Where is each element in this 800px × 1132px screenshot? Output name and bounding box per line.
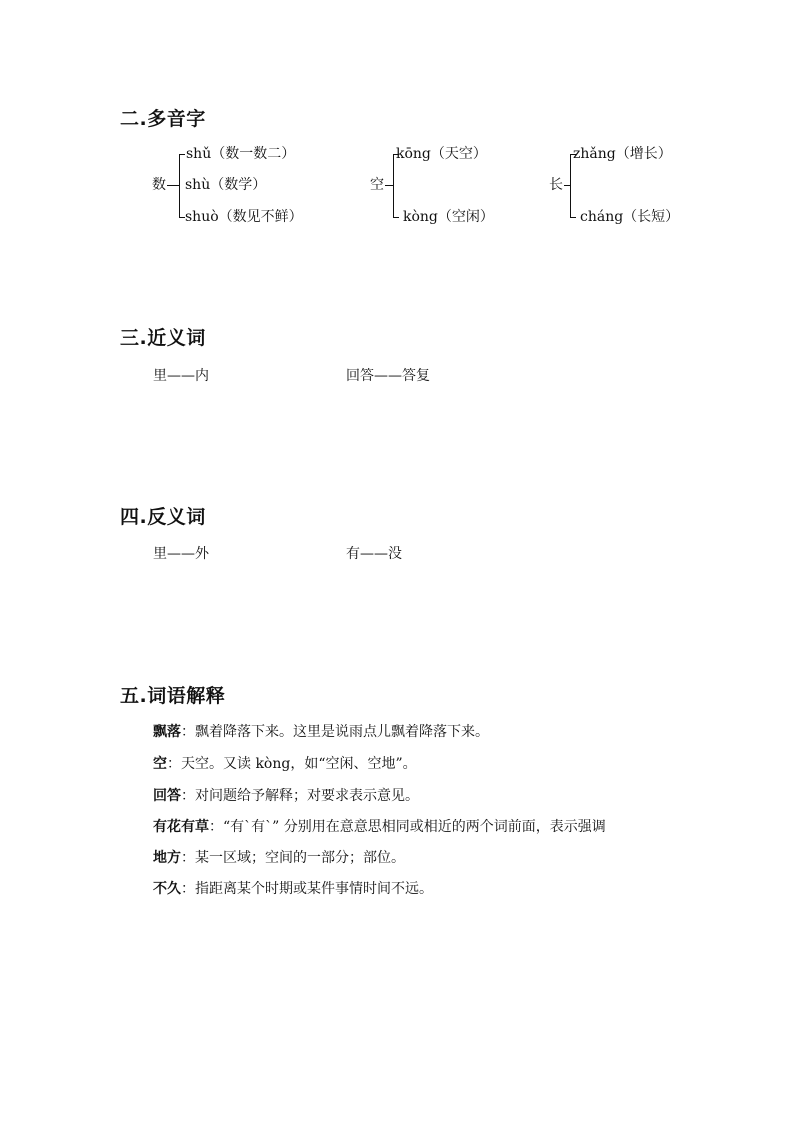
glossary-separator: ： [167,756,181,772]
glossary-entry [153,755,417,773]
glossary-separator: ： [209,819,223,835]
brace-line [570,154,571,217]
glossary-definition: 对问题给予解释；对要求表示意见。 [195,788,419,804]
glossary-term: 回答 [153,788,181,804]
glossary-entry [153,787,419,805]
polyphone-group-shu [152,145,332,235]
glossary-separator: ： [181,724,195,740]
synonym-pair: 里——内 [153,368,209,384]
reading-item: cháng（长短） [580,209,680,225]
section-heading-polyphones: 二.多音字 [120,108,206,130]
glossary-definition: “有`有`” 分别用在意意思相同或相近的两个词前面，表示强调 [223,819,606,835]
glossary-separator: ： [181,881,195,897]
section-heading-antonyms: 四.反义词 [120,506,206,528]
antonym-pair: 有——没 [346,546,402,562]
brace-connector [385,185,393,186]
glossary-separator: ： [181,850,195,866]
section-heading-glossary: 五.词语解释 [120,685,226,707]
brace-tick [570,217,576,218]
brace-line [179,154,180,217]
reading-item: shù（数学） [185,177,267,193]
polyphone-group-kong [370,145,530,235]
brace-line [393,154,394,217]
polyphone-char: 长 [549,177,563,193]
glossary-term: 有花有草 [153,819,209,835]
synonym-pair: 回答——答复 [346,368,430,384]
glossary-definition: 某一区域；空间的一部分；部位。 [195,850,405,866]
glossary-separator: ： [181,788,195,804]
glossary-entry [153,818,606,836]
brace-connector [167,185,179,186]
glossary-term: 空 [153,756,167,772]
glossary-definition: 飘着降落下来。这里是说雨点儿飘着降落下来。 [195,724,489,740]
glossary-entry [153,880,433,898]
reading-item: shuò（数见不鲜） [185,209,303,225]
brace-tick [393,217,399,218]
glossary-definition: 指距离某个时期或某件事情时间不远。 [195,881,433,897]
glossary-entry [153,723,489,741]
glossary-term: 不久 [153,881,181,897]
glossary-term: 地方 [153,850,181,866]
reading-item: kōng（天空） [396,146,487,162]
polyphone-char: 数 [152,177,166,193]
glossary-definition: 天空。又读 kòng，如“空闲、空地”。 [181,756,417,772]
reading-item: zhǎng（增长） [573,146,672,162]
brace-tick [179,154,185,155]
glossary-entry [153,849,405,867]
section-heading-synonyms: 三.近义词 [120,327,206,349]
antonym-pair: 里——外 [153,546,209,562]
polyphone-char: 空 [370,177,384,193]
glossary-term: 飘落 [153,724,181,740]
reading-item: kòng（空闲） [403,209,494,225]
polyphone-group-zhang [549,145,709,235]
reading-item: shǔ（数一数二） [186,146,296,162]
